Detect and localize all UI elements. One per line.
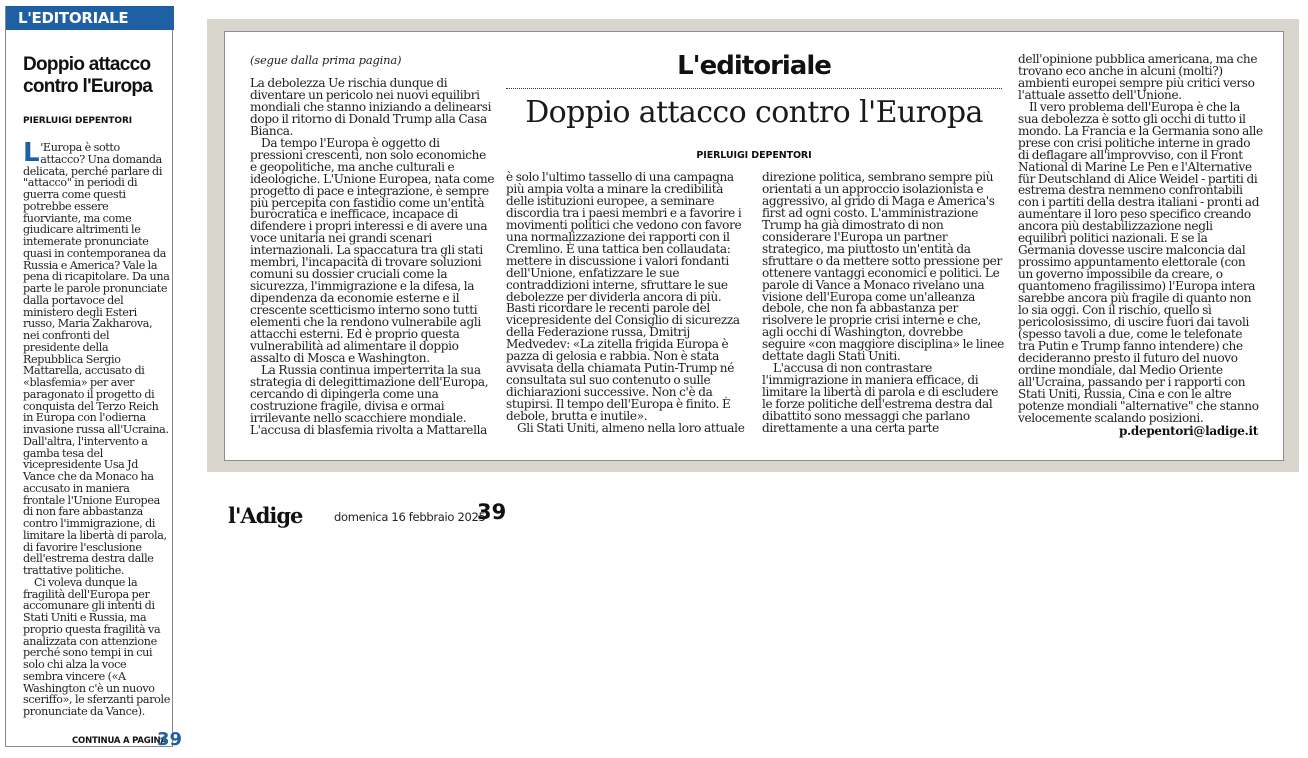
text-line: burocratica e inefficace, incapace di — [250, 207, 458, 222]
text-line: delle istituzioni europee, a seminare — [506, 193, 715, 208]
text-line: all'Ucraina, passando per i rapporti con — [1018, 374, 1246, 389]
text-line: limitare la libertà di parola e di escludere — [762, 385, 999, 400]
dotted-divider — [506, 88, 1002, 89]
text-line: difendere i propri interessi e di avere una — [250, 219, 488, 234]
issue-date: domenica 16 febbraio 2025 — [334, 510, 486, 524]
section-tag: L'EDITORIALE — [6, 6, 174, 30]
continue-page-number[interactable]: 39 — [157, 729, 183, 750]
text-line: Il vero problema dell'Europa è che la — [1029, 99, 1241, 114]
text-line: debole, che non fa abbastanza per — [762, 301, 958, 316]
text-line: dichiarazioni successive. Non c'è da — [506, 385, 713, 400]
text-line: prese con crisi politiche interne in grado — [1018, 135, 1251, 150]
teaser-title[interactable] — [23, 54, 173, 98]
text-line: visione dell'Europa come un'alleanza — [762, 289, 975, 304]
text-line: Cremlino. È una tattica ben collaudata: — [506, 241, 731, 256]
text-line: stupirsi. Il tempo dell'Europa è finito. È — [506, 397, 731, 412]
text-line: Washington c'è un nuovo — [23, 681, 155, 695]
text-line: direzione politica, sembrano sempre più — [762, 170, 994, 184]
text-line: solo chi alza la voce — [23, 658, 127, 671]
text-line: delicata, perché parlare di — [23, 164, 163, 178]
text-line: avvisata della chiamata Putin-Trump né — [506, 361, 735, 376]
text-line: Da tempo l'Europa è oggetto di — [261, 135, 440, 150]
text-line: di favorire l'esclusione — [23, 540, 142, 554]
text-line: Medvedev: «La zitella frigida Europa è — [506, 337, 729, 352]
text-line: sicurezza, l'immigrazione e la difesa, la — [250, 279, 475, 294]
text-line: mondiali che stanno iniziando a delinearsi — [250, 99, 492, 114]
text-line: gamba tesa del — [23, 446, 104, 460]
text-line: discordia tra i paesi membri e a favorire i — [506, 205, 742, 220]
text-line: tra Putin e Trump fanno intendere) che — [1018, 338, 1243, 353]
newspaper-logo: l'Adige — [228, 503, 303, 528]
text-line: attacchi esterni. Ed è proprio questa — [250, 327, 460, 342]
text-line: trovano eco anche in alcuni (molti?) — [1018, 63, 1223, 78]
text-line: 'Europa è sotto — [40, 141, 120, 154]
text-line: risolvere le proprie crisi interne e che, — [762, 313, 982, 328]
text-line: proprio questa fragilità va — [23, 622, 161, 636]
text-line: dell'Unione, enfatizzare le sue — [506, 265, 680, 280]
text-line: orientati a un approccio isolazionista e — [762, 181, 984, 196]
text-line: ideologiche. L'Unione Europea, nata come — [250, 171, 495, 186]
text-line: l'immigrazione in maniera efficace, di — [762, 373, 979, 388]
text-line: Repubblica Sergio — [23, 352, 121, 366]
text-line: pressioni crescenti, non solo economiche — [250, 147, 486, 162]
text-line: parole di Vance a Monaco rivelano una — [762, 277, 985, 292]
text-line: internazionali. La spaccatura tra gli stati — [250, 243, 483, 258]
text-line: un governo impossibile da creare, o — [1018, 267, 1223, 282]
text-line: dibattito sono messaggi che parlano — [762, 409, 970, 424]
text-line: Vance che da Monaco ha — [23, 470, 154, 483]
text-line: sembra vincere («A — [23, 669, 126, 683]
text-line: dipendenza da economie esterne e il — [250, 291, 460, 306]
article-byline: PIERLUIGI DEPENTORI — [696, 150, 812, 161]
front-page-teaser — [5, 6, 183, 750]
text-line: L'accusa di blasfemia rivolta a Mattarella — [250, 422, 487, 437]
text-line: aumentare il loro peso specifico creando — [1018, 207, 1251, 222]
text-line: vicepresidente Usa Jd — [23, 458, 139, 472]
text-line: seguire «con maggiore disciplina» le linee — [762, 337, 1004, 352]
text-line: progetto di pace e integrazione, è sempre — [250, 183, 489, 198]
text-line: agli occhi di Washington, dovrebbe — [762, 325, 964, 340]
text-line: first ad ogni costo. L'amministrazione — [762, 205, 979, 220]
text-line: direttamente a una certa parte — [762, 421, 939, 436]
text-line: elementi che la rendono vulnerabile agli — [250, 315, 481, 330]
text-line: sfruttare o da mettere sotto pressione per — [762, 253, 1002, 268]
text-line: Stati Uniti, Russia, Cina e con le altre — [1018, 386, 1232, 401]
text-line: presidente della — [23, 340, 109, 354]
text-line: limitare la libertà di parola, — [23, 528, 167, 542]
text-line: mondo. La Francia e la Germania sono alle — [1018, 123, 1263, 138]
teaser-title-line: Doppio attacco — [23, 54, 151, 75]
text-line: dettate dagli Stati Uniti. — [762, 349, 901, 364]
text-line: diventare un pericolo nei nuovi equilibri — [250, 87, 480, 102]
text-line: le forze politiche dell'estrema destra dal — [762, 397, 993, 412]
text-line: in Europa con l'odierna — [23, 411, 146, 425]
text-line: dalla portavoce del — [23, 293, 124, 307]
text-line: contraddizioni interne, sfruttare le sue — [506, 277, 728, 292]
text-line: di non fare abbastanza — [23, 505, 143, 519]
teaser-body — [23, 138, 173, 718]
text-line: dell'opinione pubblica americana, ma che — [1018, 52, 1258, 66]
text-line: Dall'altra, l'intervento a — [23, 434, 148, 448]
text-line: decideranno presto il futuro del nuovo — [1018, 350, 1238, 365]
text-line: perché sono tempi in cui — [23, 646, 153, 660]
text-line: voce unitaria nei grandi scenari — [250, 231, 432, 246]
text-line: mettere in discussione i valori fondanti — [506, 253, 729, 268]
text-line: potrebbe essere — [23, 199, 109, 213]
text-line: irrilevante nello scacchiere mondiale. — [250, 410, 467, 425]
article-column-4 — [1018, 52, 1263, 425]
text-line: l'attuale assetto dell'Unione. — [1018, 87, 1182, 102]
text-line: potenze mondiali "alternative" che stanno — [1018, 398, 1259, 413]
text-line: conquista del Terzo Reich — [23, 399, 159, 413]
text-line: attacco? Una domanda — [40, 152, 162, 166]
text-line: estrema destra nemmeno confrontabili — [1018, 183, 1243, 198]
text-line: fragilità dell'Europa per — [23, 587, 150, 601]
text-line: sua debolezza è sotto gli occhi di tutto il — [1018, 111, 1246, 126]
text-line: debolezze per dividerla ancora di più. — [506, 289, 722, 304]
text-line: contro l'immigrazione, di — [23, 517, 156, 530]
text-line: ordine mondiale, dal Medio Oriente — [1018, 362, 1223, 377]
text-line: debole, brutta e inutile». — [506, 409, 648, 424]
page-number: 39 — [477, 500, 507, 524]
text-line: equilibri politici nazionali. E se la — [1018, 231, 1208, 246]
text-line: consultata sul suo contenuto o sulle — [506, 373, 711, 388]
text-line: sceriffo», le sferzanti parole — [23, 693, 170, 707]
text-line: Germania dovesse uscire malconcia dal — [1018, 243, 1246, 258]
text-line: fuorviante, ma come — [23, 211, 132, 225]
text-line: «blasfemia» per aver — [23, 376, 135, 389]
text-line: Trump ha già dimostrato di non — [762, 217, 944, 232]
text-line: russo, Maria Zakharova, — [23, 317, 153, 331]
text-line: paragonato il progetto di — [23, 387, 155, 401]
text-line: accomunare gli intenti di — [23, 599, 155, 613]
text-line: pericolosissimo, di uscire fuori dai tavoli — [1018, 314, 1249, 329]
text-line: Mattarella, accusato di — [23, 364, 145, 378]
text-line: quasi in contemporanea da — [23, 246, 167, 260]
teaser-author: PIERLUIGI DEPENTORI — [23, 116, 133, 126]
text-line: con i partiti della destra italiani - pronti ad — [1018, 195, 1260, 210]
text-line: Bianca. — [250, 123, 294, 138]
text-line: ottenere vantaggi economici e politici. Le — [762, 265, 1000, 280]
article-column-1 — [250, 76, 495, 437]
text-line: quantomeno fragilissimo) l'Europa intera — [1018, 279, 1256, 294]
article-column-2 — [506, 172, 746, 435]
text-line: più ampia volta a minare la credibilità — [506, 181, 724, 196]
text-line: intemerate pronunciate — [23, 235, 149, 248]
text-line: frontale l'Unione Europea — [23, 493, 160, 507]
text-line: Gli Stati Uniti, almeno nella loro attuale — [517, 421, 745, 436]
text-line: für Deutschland di Alice Weidel - partiti di — [1018, 171, 1258, 186]
text-line: La debolezza Ue rischia dunque di — [250, 76, 448, 90]
section-kicker: L'editoriale — [677, 51, 831, 81]
text-line: aggressivo, al grido di Maga e America's — [762, 193, 995, 208]
text-line: Russia e America? Vale la — [23, 258, 158, 272]
text-line: strategico, ma piuttosto un'entità da — [762, 241, 971, 256]
text-line: (spesso tavoli a due, come le telefonate — [1018, 326, 1243, 341]
text-line: una normalizzazione dei rapporti con il — [506, 229, 730, 244]
article-headline: Doppio attacco contro l'Europa — [525, 95, 983, 130]
text-line: dell'estrema destra dalle — [23, 552, 154, 566]
text-line: comuni su dossier cruciali come la — [250, 267, 448, 282]
text-line: dopo il ritorno di Donald Trump alla Casa — [250, 111, 487, 126]
text-line: velocemente scalando posizioni. — [1018, 410, 1204, 425]
drop-cap: L — [23, 138, 40, 168]
text-line: e geopolitiche, ma anche culturali e — [250, 159, 455, 174]
text-line: strategia di delegittimazione dell'Europa, — [250, 374, 489, 389]
text-line: movimenti politici che vedono con favore — [506, 217, 742, 232]
text-line: lo sia oggi. Con il rischio, quello sì — [1018, 303, 1212, 318]
text-line: pronunciate da Vance). — [23, 705, 145, 718]
text-line: ministero degli Esteri — [23, 305, 137, 319]
text-line: membri, l'incapacità di trovare soluzioni — [250, 255, 482, 270]
text-line: ancora più destabilizzazione negli — [1018, 219, 1213, 234]
author-email[interactable]: p.depentori@ladige.it — [1118, 424, 1258, 438]
text-line: invasione russa all'Ucraina. — [23, 423, 169, 436]
text-line: pazza di gelosia e rabbia. Non è stata — [506, 349, 719, 364]
text-line: vicepresidente del Consiglio di sicurezza — [506, 313, 740, 328]
teaser-title-line: contro l'Europa — [23, 76, 153, 97]
text-line: Ci voleva dunque la — [34, 575, 138, 589]
text-line: accusato in maniera — [23, 481, 130, 495]
text-line: più percepita con fastidio come un'entità — [250, 195, 485, 210]
continue-label[interactable]: CONTINUA A PAGINA — [72, 736, 167, 746]
article-column-3 — [762, 172, 1002, 435]
text-line: vulnerabilità ad alimentare il doppio — [250, 338, 459, 353]
text-line: di deflagare all'improvviso, con il Front — [1018, 147, 1243, 162]
text-line: guerra come questi — [23, 188, 126, 201]
text-line: giudicare altrimenti le — [23, 223, 141, 237]
continued-from-note: (segue dalla prima pagina) — [250, 53, 402, 67]
text-line: La Russia continua imperterrita la sua — [261, 362, 481, 377]
text-line: della Federazione russa, Dmitrij — [506, 325, 690, 340]
text-line: prossimo appuntamento elettorale (con — [1018, 255, 1246, 270]
text-line: nei confronti del — [23, 329, 110, 342]
text-line: analizzata con attenzione — [23, 634, 157, 648]
text-line: Basti ricordare le recenti parole del — [506, 301, 710, 316]
text-line: cercando di dipingerla come una — [250, 386, 439, 401]
text-line: trattative politiche. — [23, 564, 125, 577]
text-line: National di Marine Le Pen e l'Alternative — [1018, 159, 1252, 174]
text-line: considerare l'Europa un partner — [762, 229, 948, 244]
text-line: parte le parole pronunciate — [23, 282, 168, 295]
text-line: assalto di Mosca e Washington. — [250, 350, 430, 365]
text-line: sarebbe ancora più fragile di quanto non — [1018, 291, 1252, 306]
text-line: L'accusa di non contrastare — [773, 361, 932, 376]
text-line: Stati Uniti e Russia, ma — [23, 611, 147, 624]
text-line: costruzione fragile, divisa e ormai — [250, 398, 445, 413]
text-line: ambienti europei sempre più critici verso — [1018, 75, 1255, 90]
text-line: è solo l'ultimo tassello di una campagna — [506, 170, 734, 184]
text-line: pena di ricapitolare. Da una — [23, 270, 170, 284]
text-line: crescente scetticismo interno sono tutti — [250, 303, 478, 318]
text-line: "attacco" in periodi di — [23, 176, 138, 190]
